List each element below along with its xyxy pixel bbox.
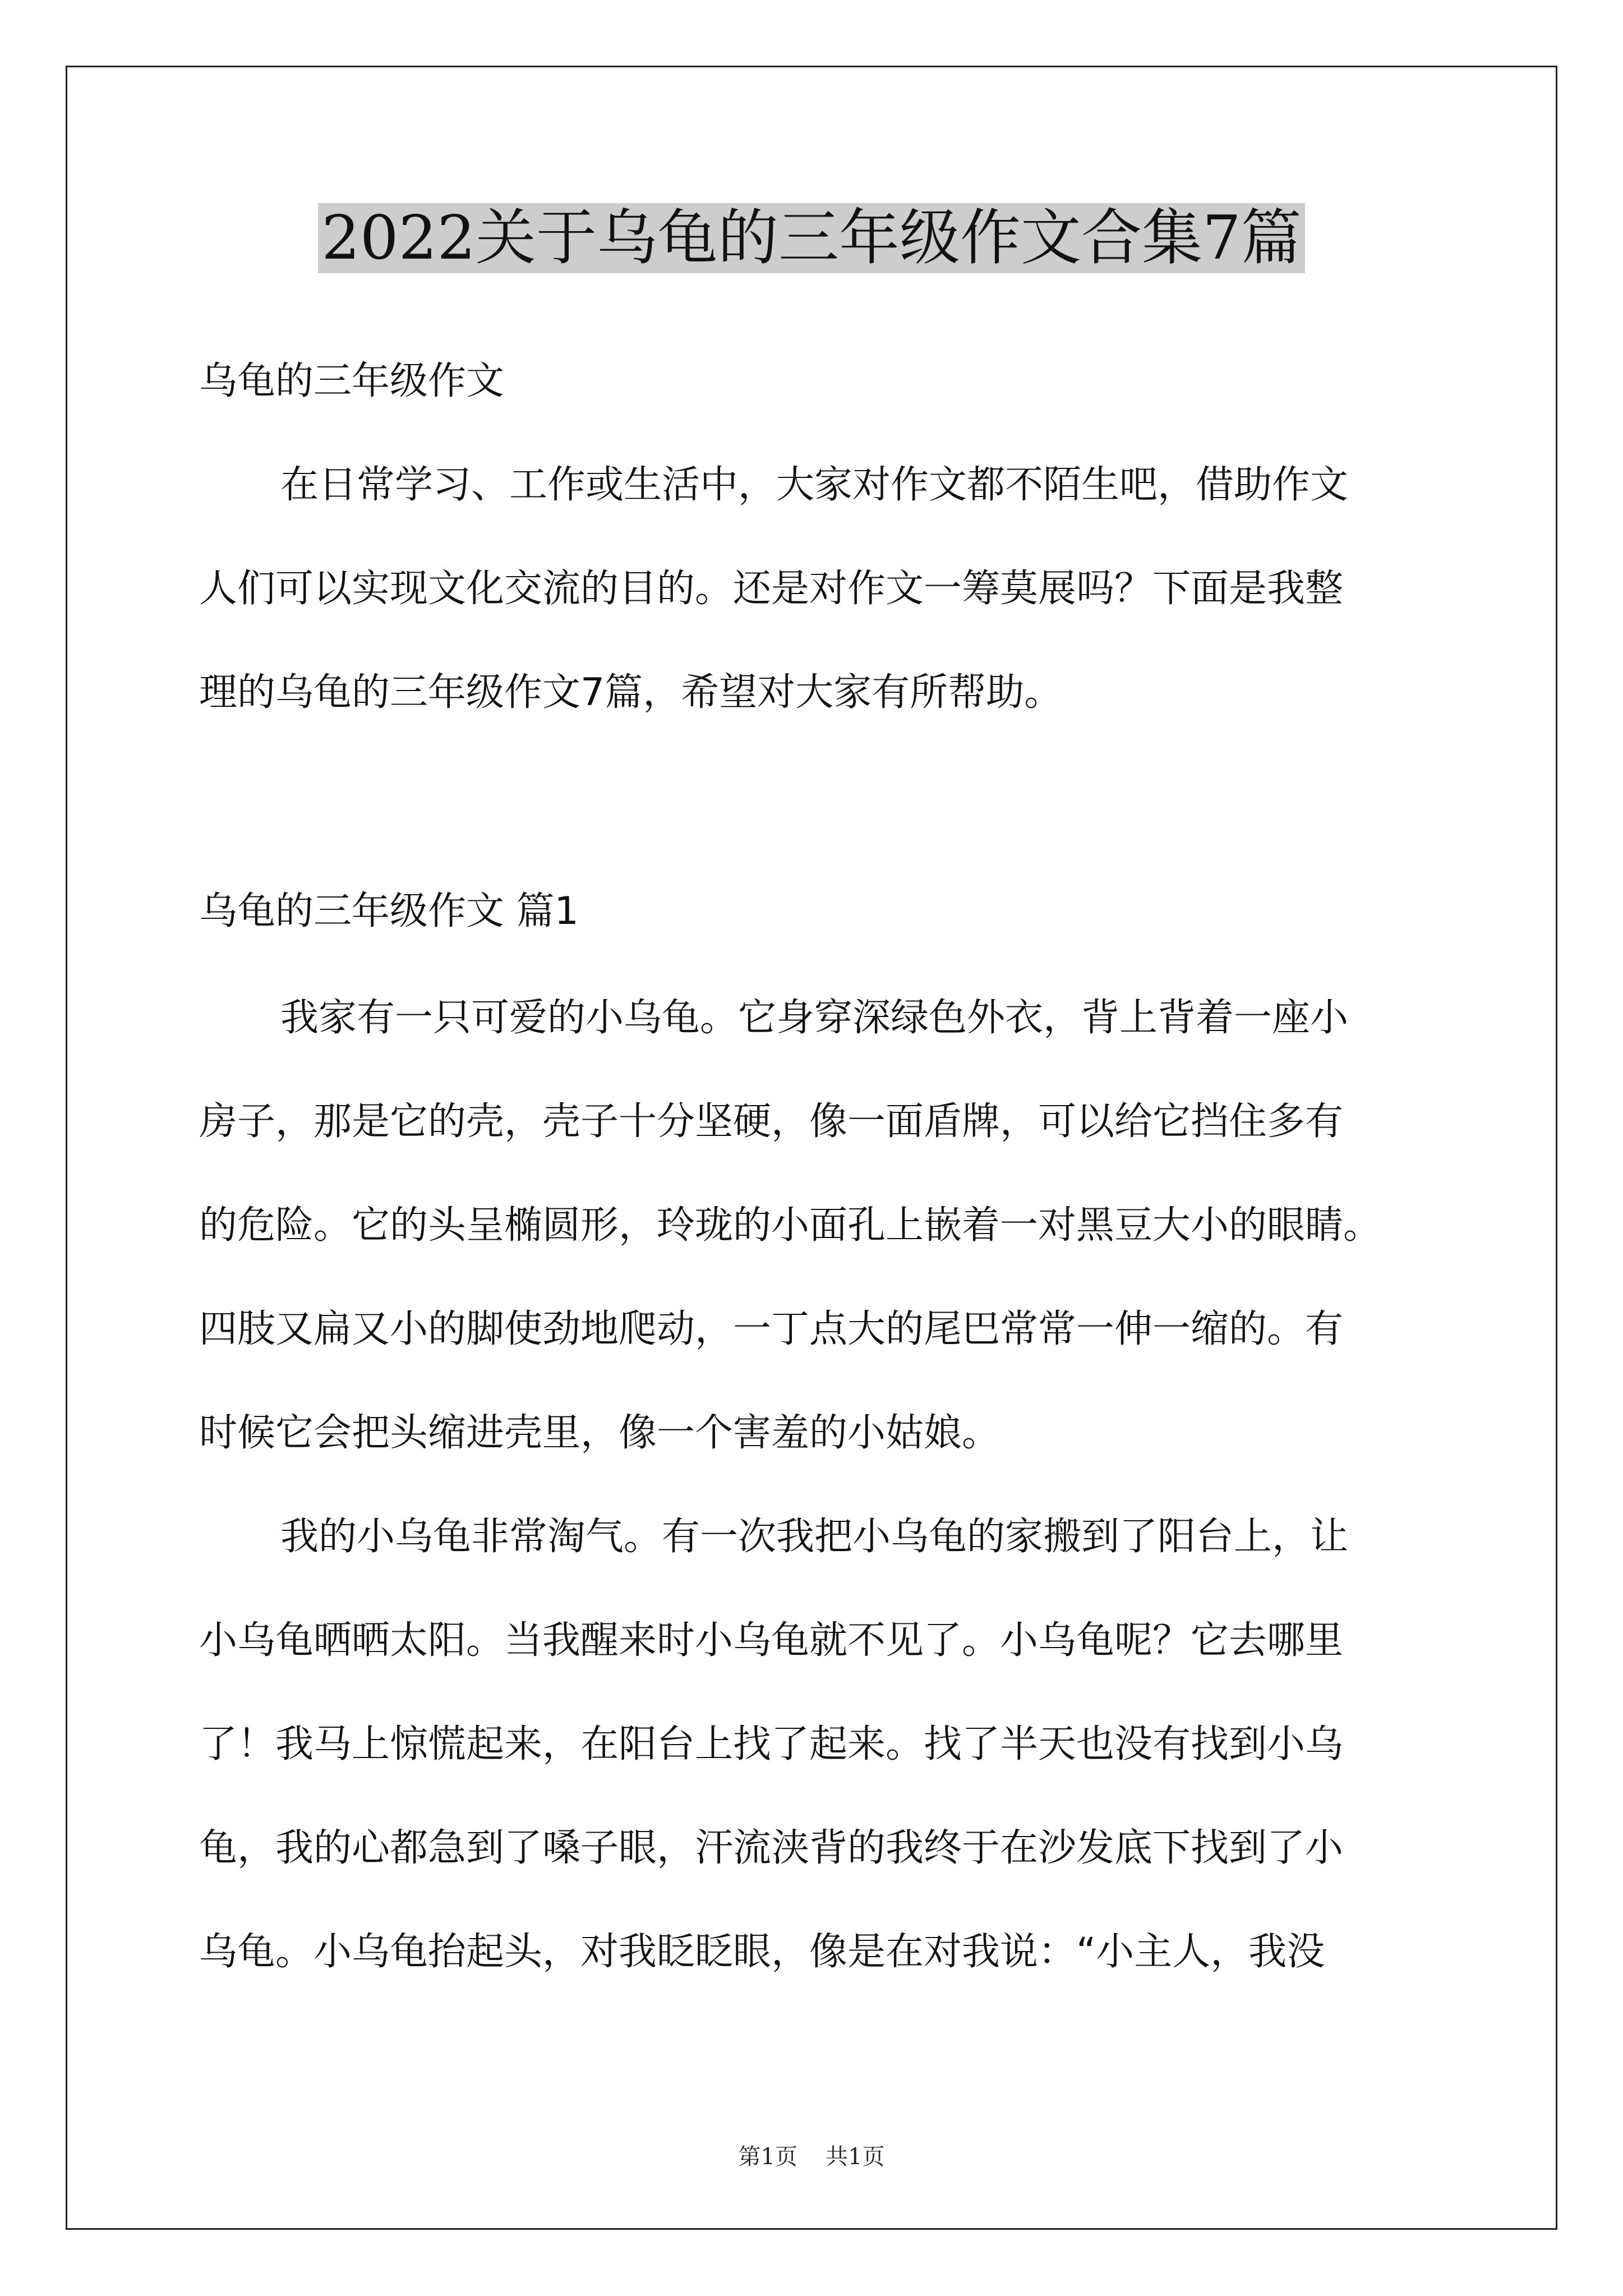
intro-line-1: 在日常学习、工作或生活中，大家对作文都不陌生吧，借助作文 bbox=[280, 463, 1349, 507]
page-footer bbox=[0, 2143, 1623, 2171]
paragraph1-line-1: 我家有一只可爱的小乌龟。它身穿深绿色外衣，背上背着一座小 bbox=[280, 996, 1349, 1040]
paragraph2-line-5: 乌龟。小乌龟抬起头，对我眨眨眼，像是在对我说：“小主人，我没 bbox=[199, 1930, 1325, 1974]
paragraph2-line-1: 我的小乌龟非常淘气。有一次我把小乌龟的家搬到了阳台上，让 bbox=[280, 1515, 1349, 1559]
page-total: 共1页 bbox=[826, 2144, 885, 2170]
paragraph1-line-5: 时候它会把头缩进壳里，像一个害羞的小姑娘。 bbox=[199, 1411, 1000, 1455]
paragraph2-line-2: 小乌龟晒晒太阳。当我醒来时小乌龟就不见了。小乌龟呢？它去哪里 bbox=[199, 1618, 1344, 1663]
paragraph2-line-3: 了！我马上惊慌起来，在阳台上找了起来。找了半天也没有找到小乌 bbox=[199, 1722, 1344, 1766]
paragraph1-line-2: 房子，那是它的壳，壳子十分坚硬，像一面盾牌，可以给它挡住多有 bbox=[199, 1099, 1344, 1144]
article-heading: 乌龟的三年级作文 篇1 bbox=[199, 889, 579, 933]
intro-line-2: 人们可以实现文化交流的目的。还是对作文一筹莫展吗？下面是我整 bbox=[199, 567, 1344, 611]
page-number: 第1页 bbox=[738, 2144, 797, 2170]
paragraph1-line-4: 四肢又扁又小的脚使劲地爬动，一丁点大的尾巴常常一伸一缩的。有 bbox=[199, 1307, 1344, 1351]
document-title-text: 2022关于乌龟的三年级作文合集7篇 bbox=[318, 203, 1305, 273]
intro-line-3: 理的乌龟的三年级作文7篇，希望对大家有所帮助。 bbox=[199, 670, 1063, 715]
document-title bbox=[0, 199, 1623, 278]
section-heading: 乌龟的三年级作文 bbox=[199, 359, 505, 403]
paragraph2-line-4: 龟，我的心都急到了嗓子眼，汗流浃背的我终于在沙发底下找到了小 bbox=[199, 1826, 1344, 1870]
paragraph1-line-3: 的危险。它的头呈椭圆形，玲珑的小面孔上嵌着一对黑豆大小的眼睛。 bbox=[199, 1203, 1382, 1248]
